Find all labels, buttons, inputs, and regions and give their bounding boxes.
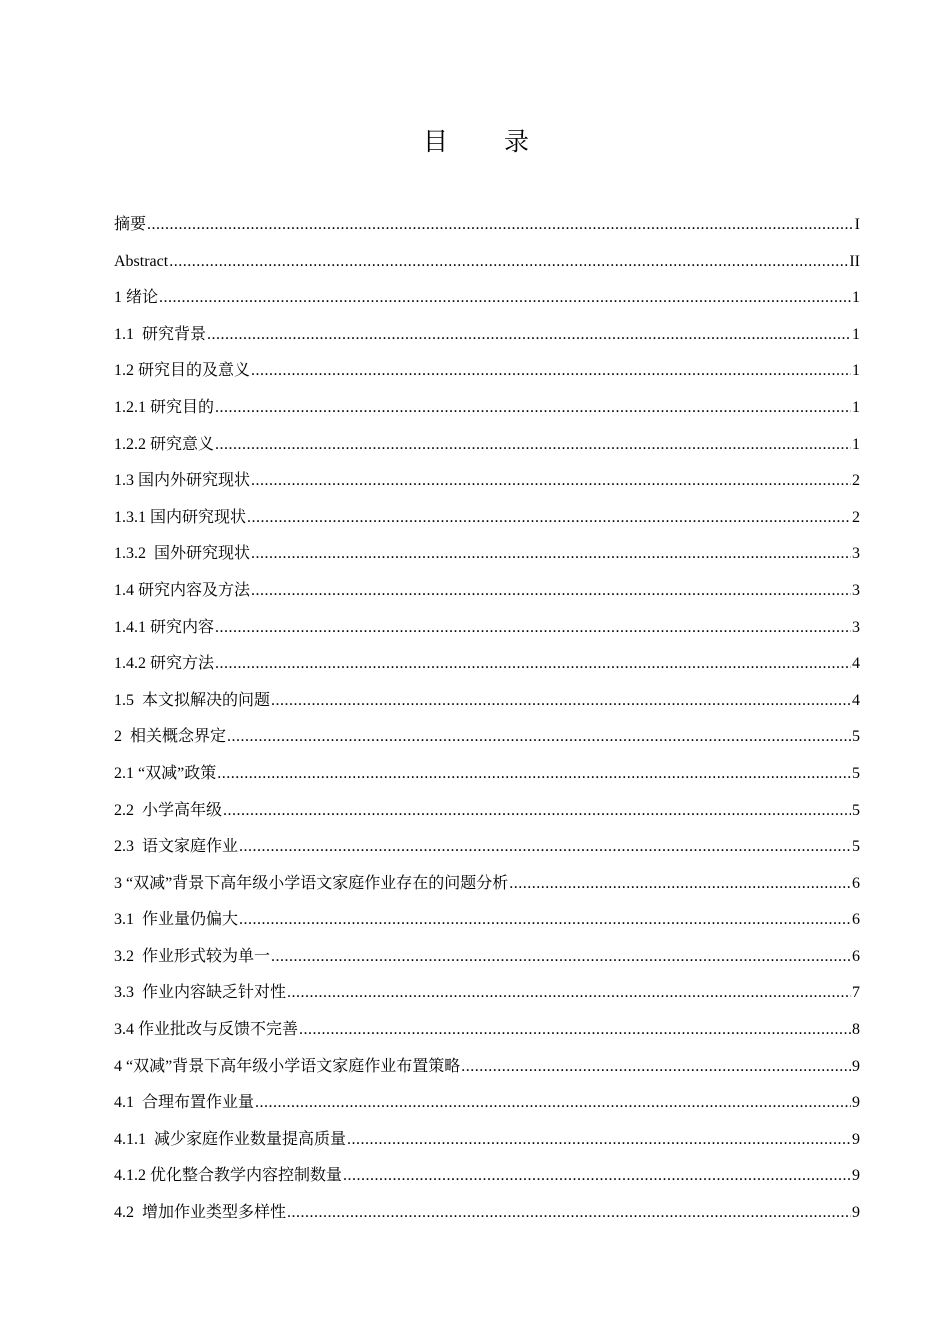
toc-dot-leader [217, 756, 851, 793]
toc-entry-title: 4.1.2 优化整合教学内容控制数量 [114, 1167, 343, 1185]
toc-entry[interactable] [114, 573, 860, 610]
toc-page-number: 5 [852, 728, 860, 746]
toc-page-number: 9 [852, 1130, 860, 1148]
toc-list [114, 207, 860, 1232]
toc-entry[interactable] [114, 390, 860, 427]
toc-entry[interactable] [114, 1049, 860, 1086]
toc-page-number: 2 [852, 472, 860, 490]
toc-dot-leader [207, 317, 851, 354]
toc-dot-leader [509, 866, 851, 903]
toc-page-number: 3 [852, 581, 860, 599]
toc-entry[interactable] [114, 1122, 860, 1159]
toc-dot-leader [227, 719, 851, 756]
toc-entry[interactable] [114, 1195, 860, 1232]
toc-entry-title: 2.1 “双减”政策 [114, 764, 217, 782]
toc-dot-leader [287, 1195, 851, 1232]
toc-entry[interactable] [114, 939, 860, 976]
toc-entry[interactable] [114, 353, 860, 390]
toc-dot-leader [159, 280, 851, 317]
toc-title: 目 录 [423, 127, 553, 156]
toc-entry[interactable] [114, 829, 860, 866]
toc-page-number: 4 [852, 655, 860, 673]
toc-dot-leader [239, 902, 851, 939]
toc-entry-title: 1.3 国内外研究现状 [114, 472, 251, 490]
toc-entry[interactable] [114, 244, 860, 281]
toc-page-number: 6 [852, 947, 860, 965]
toc-page-number: 1 [852, 325, 860, 343]
toc-entry-title: 2.2 小学高年级 [114, 801, 223, 819]
toc-entry[interactable] [114, 317, 860, 354]
toc-entry-title: 1.2.1 研究目的 [114, 398, 215, 416]
toc-dot-leader [287, 975, 851, 1012]
toc-entry[interactable] [114, 427, 860, 464]
toc-entry-title: 摘要 [114, 216, 147, 233]
toc-dot-leader [251, 463, 851, 500]
toc-entry[interactable] [114, 1085, 860, 1122]
toc-entry[interactable] [114, 902, 860, 939]
toc-entry-title: 4.1.1 减少家庭作业数量提高质量 [114, 1130, 347, 1148]
toc-entry-title: Abstract [114, 252, 169, 270]
toc-entry-title: 1.3.2 国外研究现状 [114, 545, 251, 563]
toc-dot-leader [271, 683, 851, 720]
toc-dot-leader [223, 793, 851, 830]
toc-page-number: 6 [852, 911, 860, 929]
toc-dot-leader [251, 536, 851, 573]
toc-entry[interactable] [114, 463, 860, 500]
toc-dot-leader [347, 1122, 851, 1159]
toc-page-number: 7 [852, 984, 860, 1002]
toc-dot-leader [251, 573, 851, 610]
toc-dot-leader [215, 610, 851, 647]
toc-entry[interactable] [114, 793, 860, 830]
toc-entry[interactable] [114, 1012, 860, 1049]
toc-dot-leader [215, 390, 851, 427]
toc-entry[interactable] [114, 536, 860, 573]
toc-entry-title: 1.5 本文拟解决的问题 [114, 691, 271, 709]
toc-entry-title: 1.2 研究目的及意义 [114, 362, 251, 380]
toc-page-number: 9 [852, 1057, 860, 1075]
toc-dot-leader [169, 244, 848, 281]
toc-dot-leader [215, 427, 851, 464]
toc-dot-leader [215, 646, 851, 683]
toc-page-number: 6 [852, 874, 860, 892]
toc-page-number: 5 [852, 801, 860, 819]
toc-page-number: 4 [852, 691, 860, 709]
toc-page-number: 1 [852, 435, 860, 453]
toc-dot-leader [239, 829, 851, 866]
toc-entry-title: 1.4 研究内容及方法 [114, 581, 251, 599]
toc-page-number: 2 [852, 508, 860, 526]
toc-entry[interactable] [114, 207, 860, 244]
toc-page-number: 3 [852, 618, 860, 636]
toc-entry[interactable] [114, 683, 860, 720]
toc-page-number: 5 [852, 764, 860, 782]
toc-entry-title: 1.3.1 国内研究现状 [114, 508, 247, 526]
toc-page-number: II [849, 252, 860, 270]
toc-page-number: 1 [852, 398, 860, 416]
toc-entry-title: 4.1 合理布置作业量 [114, 1094, 255, 1112]
toc-entry[interactable] [114, 500, 860, 537]
toc-entry[interactable] [114, 756, 860, 793]
toc-entry-title: 3.3 作业内容缺乏针对性 [114, 984, 287, 1002]
toc-entry[interactable] [114, 1158, 860, 1195]
toc-entry-title: 3.2 作业形式较为单一 [114, 947, 271, 965]
toc-page-number: 8 [852, 1021, 860, 1039]
toc-dot-leader [147, 207, 854, 244]
toc-entry[interactable] [114, 866, 860, 903]
toc-entry-title: 1.2.2 研究意义 [114, 435, 215, 453]
toc-page-number: 1 [852, 289, 860, 307]
toc-entry-title: 3.4 作业批改与反馈不完善 [114, 1021, 299, 1039]
toc-page-number: 3 [852, 545, 860, 563]
toc-dot-leader [299, 1012, 851, 1049]
toc-entry-title: 4 “双减”背景下高年级小学语文家庭作业布置策略 [114, 1057, 461, 1075]
toc-entry[interactable] [114, 719, 860, 756]
toc-entry-title: 2 相关概念界定 [114, 728, 227, 746]
toc-entry-title: 4.2 增加作业类型多样性 [114, 1204, 287, 1222]
toc-dot-leader [255, 1085, 851, 1122]
toc-entry-title: 1.1 研究背景 [114, 325, 207, 343]
toc-page-number: 9 [852, 1094, 860, 1112]
toc-entry-title: 3.1 作业量仍偏大 [114, 911, 239, 929]
toc-page-number: 5 [852, 838, 860, 856]
toc-entry-title: 1.4.1 研究内容 [114, 618, 215, 636]
toc-dot-leader [343, 1158, 851, 1195]
toc-entry[interactable] [114, 646, 860, 683]
toc-entry[interactable] [114, 280, 860, 317]
toc-page-number: 9 [852, 1204, 860, 1222]
toc-entry[interactable] [114, 610, 860, 647]
toc-dot-leader [461, 1049, 851, 1086]
toc-entry[interactable] [114, 975, 860, 1012]
toc-entry-title: 3 “双减”背景下高年级小学语文家庭作业存在的问题分析 [114, 874, 509, 892]
toc-entry-title: 1 绪论 [114, 289, 159, 307]
toc-dot-leader [251, 353, 851, 390]
toc-page-number: 1 [852, 362, 860, 380]
toc-page-number: 9 [852, 1167, 860, 1185]
toc-entry-title: 1.4.2 研究方法 [114, 655, 215, 673]
toc-dot-leader [247, 500, 851, 537]
toc-dot-leader [271, 939, 851, 976]
toc-entry-title: 2.3 语文家庭作业 [114, 838, 239, 856]
toc-page-number: I [854, 216, 860, 233]
